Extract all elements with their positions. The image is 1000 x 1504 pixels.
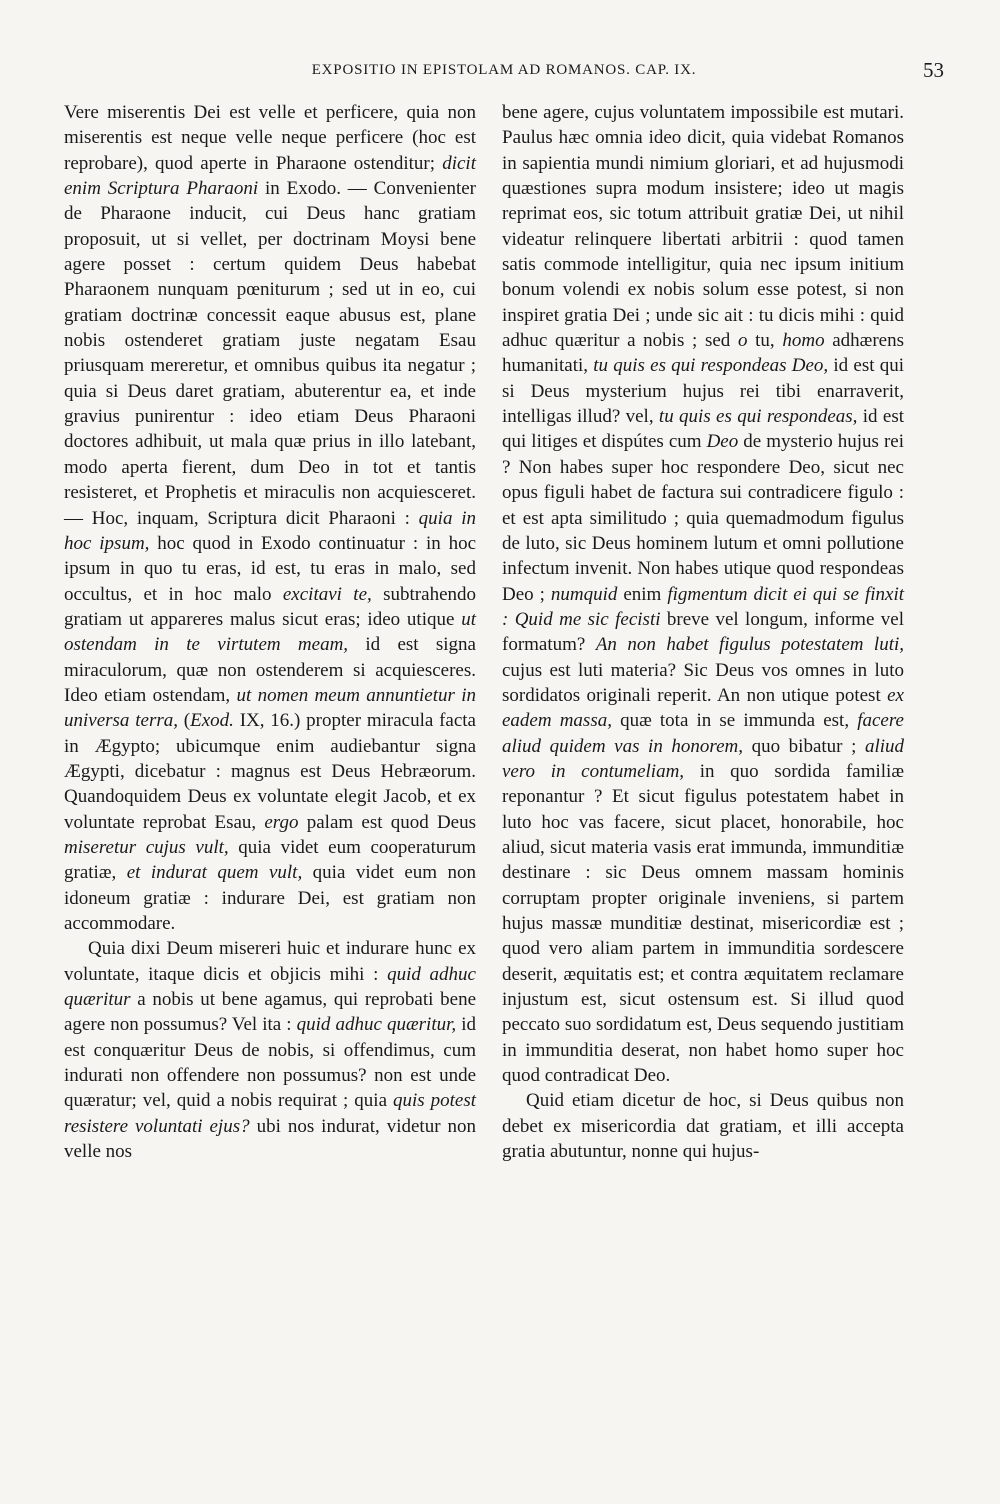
page-number: 53 bbox=[923, 58, 944, 82]
text-run: quæ tota in se immunda est, bbox=[611, 710, 858, 732]
paragraph bbox=[502, 100, 904, 1088]
text-run: quo bibatur ; bbox=[743, 735, 865, 757]
text-run: breve vel longum, informe vel formatum? bbox=[502, 608, 904, 656]
left-column bbox=[64, 100, 476, 1164]
text-run: Vere miserentis Dei est velle et perficere, quia non miserentis est neque velle neque perficere (hoc est reprobare), quod aperte in Pharaone ostenditur; bbox=[64, 102, 476, 174]
text-run: palam est quod Deus bbox=[298, 811, 476, 833]
italic-text: quid adhuc quæritur bbox=[64, 963, 476, 1011]
italic-text: Exod. bbox=[190, 710, 234, 732]
italic-text: ut nomen meum annuntietur in universa terra, bbox=[64, 684, 476, 732]
header-title: EXPOSITIO IN EPISTOLAM AD ROMANOS. CAP. IX. bbox=[311, 62, 697, 78]
paragraph bbox=[64, 936, 476, 1164]
text-run: Quid etiam dicetur de hoc, si Deus quibus non debet ex misericordia dat gratiam, et illi accepta gratia abutuntur, nonne qui hujus- bbox=[502, 1090, 904, 1163]
paragraph bbox=[64, 100, 476, 936]
text-run: tu, bbox=[747, 330, 783, 352]
italic-text: miseretur cujus vult, bbox=[64, 836, 229, 858]
italic-text: Deo bbox=[706, 431, 739, 453]
text-run: Quia dixi Deum misereri huic et indurare hunc ex voluntate, itaque dicis et objicis mihi : bbox=[64, 938, 476, 985]
text-run: bene agere, cujus voluntatem impossibile est mutari. Paulus hæc omnia ideo dicit, quia videbat Romanos in sapientia mundi nimium gloriari, et ad hujusmodi quæstiones supra modum insistere; ideo ut magis reprimat eos, sic totum attribuit gratiæ Dei, ut nihil videatur relinquere libertati arbitrii : quod tamen satis commode intelligitur, quia nec ipsum initium bonum volendi ex nobis solum esse potest, si non inspiret gratia Dei ; unde sic ait : tu dicis mihi : quid adhuc quæritur a nobis ; sed bbox=[502, 102, 904, 352]
text-run: enim bbox=[617, 583, 668, 605]
text-run: id est qui litiges et dispútes cum bbox=[502, 406, 905, 453]
italic-text: aliud vero in contumeliam, bbox=[502, 735, 904, 782]
paragraph bbox=[502, 1088, 904, 1164]
text-run: quia videt eum cooperaturum gratiæ, bbox=[64, 836, 476, 884]
italic-text: et indurat quem vult, bbox=[126, 862, 303, 884]
text-run: id est conquæritur Deus de nobis, si offendimus, cum indurati non offendere non possumus? non est unde quæratur; vel, quid a nobis requirat ; quia bbox=[64, 1014, 476, 1112]
italic-text: quia in hoc ipsum, bbox=[64, 507, 476, 554]
italic-text: ut ostendam in te virtutem meam, bbox=[64, 608, 476, 656]
text-run: de mysterio hujus rei ? Non habes super hoc respondere Deo, sicut nec opus figuli habet de factura sui contradicere figulo : et est apta similitudo ; quia quemadmodum figulus de luto, sic Deus hominem lutum et omni pollutione infectum invenit. Non habes utique quod respondeas Deo ; bbox=[502, 431, 904, 605]
italic-text: o bbox=[737, 330, 748, 352]
italic-text: tu quis es qui respondeas Deo, bbox=[593, 355, 829, 377]
text-run: quia videt eum non idoneum gratiæ : indurare Dei, est gratiam non accommodare. bbox=[64, 862, 477, 934]
text-run: id est signa miraculorum, quæ non ostenderem si acquiesceres. Ideo etiam ostendam, bbox=[64, 634, 476, 706]
italic-text: facere aliud quidem vas in honorem, bbox=[502, 710, 904, 757]
text-run: a nobis ut bene agamus, qui reprobati bene agere non possumus? Vel ita : bbox=[64, 989, 476, 1036]
italic-text: tu quis es qui respondeas, bbox=[658, 406, 858, 428]
text-run: ubi nos indurat, videtur non velle nos bbox=[64, 1115, 476, 1163]
text-run: id est qui si Deus mysterium hujus rei tibi enarraverit, intelligas illud? vel, bbox=[502, 355, 904, 428]
text-run: cujus est luti materia? Sic Deus vos omnes in luto sordidatos originali reperit. An non utique potest bbox=[502, 659, 904, 706]
text-run: ( bbox=[177, 710, 191, 732]
text-run: in quo sordida familiæ reponantur ? Et sicut figulus potestatem habet in luto hoc vas facere, sicut placet, honorabile, hoc aliud, sicut materia vasis erat immunda, immunditiæ destinare : sic Deus omnem massam hominis corruptam propter originale inveniens, si partem hujus massæ munditiæ destinat, misericordiæ est ; quod vero aliam partem in immunditia sordescere deserit, æquitatis est; et contra æquitatem reclamare injustum est, sicut ostensum est. Si illud quod peccato suo sordidatum est, Deus sequendo justitiam in immunditia deserat, non habet homo super hoc quod contradicat Deo. bbox=[502, 760, 904, 1087]
italic-text: ex eadem massa, bbox=[502, 684, 904, 732]
italic-text: quid adhuc quæritur, bbox=[296, 1014, 457, 1036]
text-run: subtrahendo gratiam ut appareres malus sicut eras; ideo utique bbox=[64, 583, 477, 630]
italic-text: numquid bbox=[550, 583, 618, 605]
italic-text: ergo bbox=[264, 811, 299, 833]
italic-text: figmentum dicit ei qui se finxit : Quid me sic fecisti bbox=[502, 583, 904, 630]
italic-text: An non habet figulus potestatem luti, bbox=[595, 634, 905, 656]
text-run: IX, 16.) propter miracula facta in Ægypto; ubicumque enim audiebantur signa Ægypti, dicebatur : magnus est Deus Hebræorum. Quandoquidem Deus ex voluntate elegit Jacob, et ex voluntate reprobat Esau, bbox=[64, 710, 476, 833]
running-header bbox=[64, 58, 944, 88]
text-run: in Exodo. — Convenienter de Pharaone inducit, cui Deus hanc gratiam proposuit, ut si vellet, per doctrinam Moysi bene agere posset : certum quidem Deus habebat Pharaonem nunquam pœniturum ; sed ut in eo, cui gratiam doctrinæ concessit eaque abusus est, plane nobis ostenderet gratiam juste negatam Esau priusquam mereretur, et omnibus quibus ita negatur ; quia si Deus daret gratiam, abuterentur ea, et inde gravius punirentur : ideo etiam Deus Pharaoni doctores adhibuit, ut mala quæ prius in illo latebant, modo aperta fierent, dum Deo in tot et tantis resisteret, et Prophetis et miraculis non acquiesceret. — Hoc, inquam, Scriptura dicit Pharaoni : bbox=[64, 178, 476, 529]
text-run: adhærens humanitati, bbox=[502, 330, 905, 377]
text-run: hoc quod in Exodo continuatur : in hoc ipsum in quo tu eras, id est, tu eras in malo, sed occultus, et in hoc malo bbox=[64, 532, 476, 605]
italic-text: dicit enim Scriptura Pharaoni bbox=[64, 152, 476, 200]
right-column bbox=[502, 100, 904, 1164]
italic-text: excitavi te, bbox=[282, 583, 372, 605]
italic-text: homo bbox=[782, 330, 825, 352]
italic-text: quis potest resistere voluntati ejus? bbox=[64, 1090, 477, 1137]
